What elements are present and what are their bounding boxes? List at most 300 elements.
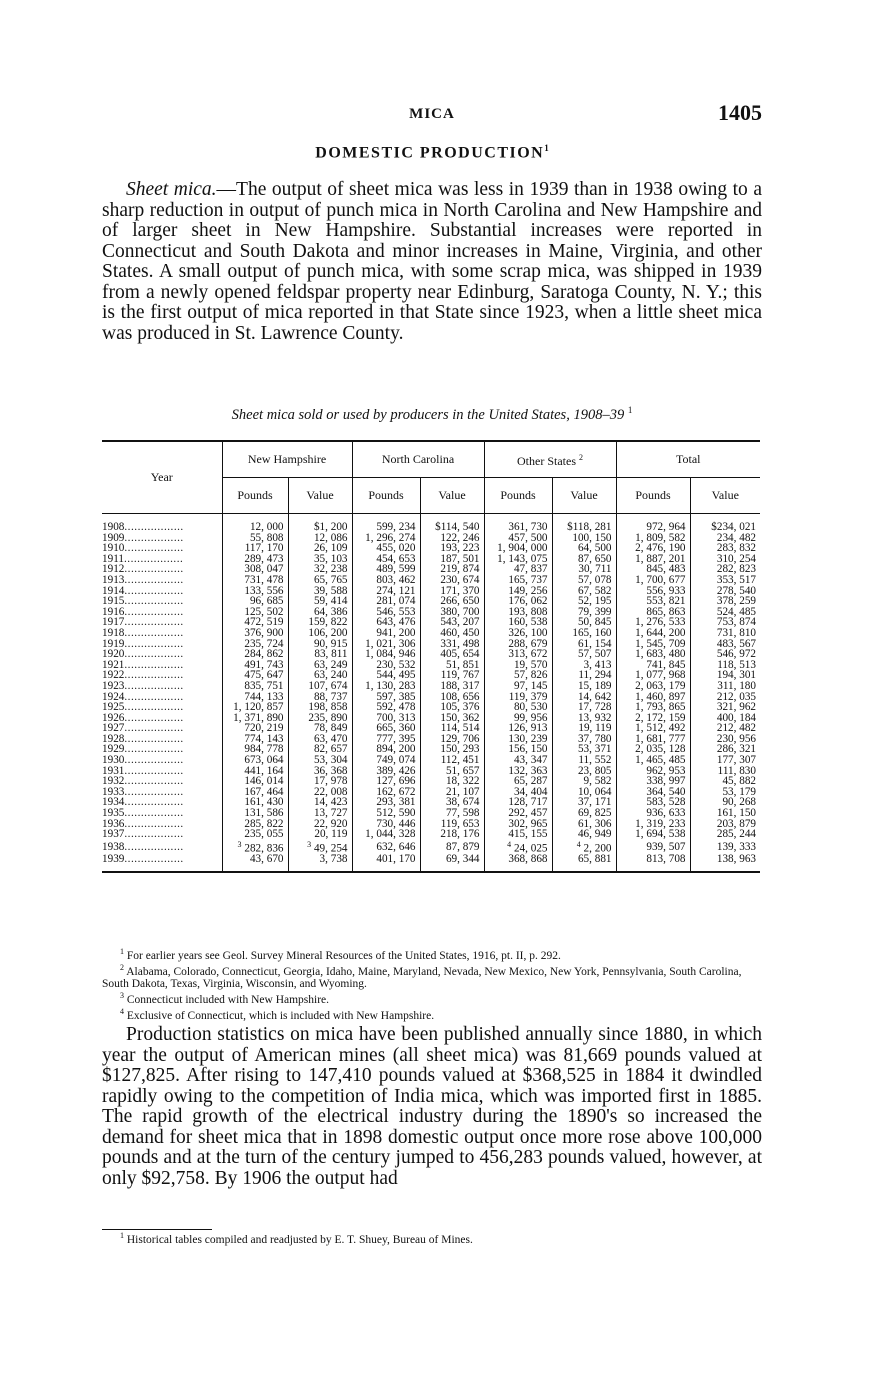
dot-leader: ..................: [124, 817, 184, 830]
cell-value: 117, 170: [244, 542, 284, 555]
cell-value: 65, 881: [577, 853, 612, 866]
cell-value: 105, 376: [440, 701, 480, 714]
cell-value: 293, 381: [376, 796, 416, 809]
data-cell: [552, 840, 616, 854]
year-label: 1923: [102, 679, 125, 692]
year-label: 1938: [102, 840, 125, 853]
cell-value: 592, 478: [376, 701, 416, 714]
cell-value: 2, 476, 190: [635, 542, 686, 555]
cell-value: 941, 200: [376, 626, 416, 639]
table-footnote: [102, 946, 762, 962]
cell-value: 96, 685: [249, 595, 284, 608]
cell-note-mark: 3: [307, 839, 312, 849]
dot-leader: ..................: [124, 754, 184, 767]
cell-value: 19, 570: [513, 658, 548, 671]
cell-value: 544, 495: [376, 669, 416, 682]
cell-value: 962, 953: [646, 764, 686, 777]
cell-value: 52, 195: [577, 595, 612, 608]
dot-leader: ..................: [124, 785, 184, 798]
cell-value: 61, 306: [577, 817, 612, 830]
cell-value: 632, 646: [376, 840, 416, 853]
cell-value: 512, 590: [376, 807, 416, 820]
dot-leader: ..................: [124, 584, 184, 597]
cell-value: 1, 683, 480: [635, 648, 686, 661]
cell-value: 80, 530: [513, 701, 548, 714]
cell-value: 114, 514: [440, 722, 480, 735]
cell-value: 51, 657: [445, 764, 480, 777]
cell-value: 235, 055: [244, 828, 284, 841]
cell-value: 1, 130, 283: [365, 679, 416, 692]
table-caption-text: Sheet mica sold or used by producers in the United States, 1908–39: [231, 406, 625, 423]
cell-value: 285, 244: [716, 828, 756, 841]
dot-leader: ..................: [124, 690, 184, 703]
cell-value: 753, 874: [716, 616, 756, 629]
cell-value: 13, 932: [577, 711, 612, 724]
cell-value: 700, 313: [376, 711, 416, 724]
cell-value: 69, 344: [445, 853, 480, 866]
cell-value: 230, 532: [376, 658, 416, 671]
cell-value: 15, 189: [577, 679, 612, 692]
cell-value: 188, 317: [440, 679, 480, 692]
year-label: 1911: [102, 552, 124, 565]
cell-value: 161, 150: [716, 807, 756, 820]
cell-value: 1, 460, 897: [635, 690, 686, 703]
cell-value: 87, 650: [577, 552, 612, 565]
year-label: 1916: [102, 605, 125, 618]
cell-value: 139, 333: [716, 840, 756, 853]
cell-value: 111, 830: [717, 764, 756, 777]
data-cell: [352, 829, 420, 840]
year-label: 1939: [102, 853, 125, 866]
cell-value: 65, 765: [313, 573, 348, 586]
footnote-text: Alabama, Colorado, Connecticut, Georgia, Idaho, Maine, Maryland, Nevada, New Mexico, New York, Pennsylvania, South Carolina, South Dakota, Texas, Virginia, Wisconsin, and Wyoming.: [102, 966, 742, 990]
dot-leader: ..................: [124, 531, 184, 544]
cell-value: 665, 360: [376, 722, 416, 735]
cell-note-mark: 4: [507, 839, 512, 849]
year-label: 1933: [102, 785, 125, 798]
cell-value: 88, 737: [313, 690, 348, 703]
cell-value: 274, 121: [376, 584, 416, 597]
cell-value: 69, 825: [577, 807, 612, 820]
cell-value: 11, 294: [578, 669, 612, 682]
cell-value: $1, 200: [313, 521, 348, 533]
cell-value: 1, 887, 201: [635, 552, 686, 565]
cell-value: 11, 552: [578, 754, 612, 767]
year-label: 1929: [102, 743, 125, 756]
cell-value: 156, 150: [508, 743, 548, 756]
cell-value: 936, 633: [646, 807, 686, 820]
cell-value: 32, 238: [313, 563, 348, 576]
dot-leader: ..................: [124, 669, 184, 682]
cell-value: 65, 287: [513, 775, 548, 788]
page-footnote-text: Historical tables compiled and readjusted by E. T. Shuey, Bureau of Mines.: [126, 1233, 473, 1246]
cell-value: 219, 874: [440, 563, 480, 576]
year-header: Year: [102, 441, 222, 514]
dot-leader: ..................: [124, 701, 184, 714]
cell-value: 30, 711: [578, 563, 612, 576]
cell-value: 57, 826: [513, 669, 548, 682]
dot-leader: ..................: [124, 807, 184, 820]
year-cell: [102, 514, 222, 533]
cell-value: 22, 008: [313, 785, 348, 798]
dot-leader: ..................: [124, 605, 184, 618]
cell-value: 302, 965: [508, 817, 548, 830]
cell-value: 378, 259: [716, 595, 756, 608]
data-cell: [690, 854, 760, 872]
subheader-value: Value: [690, 478, 760, 514]
cell-value: 64, 500: [577, 542, 612, 555]
cell-value: 46, 949: [577, 828, 612, 841]
cell-value: 489, 599: [376, 563, 416, 576]
cell-value: 415, 155: [508, 828, 548, 841]
footnote-mark: 4: [120, 1007, 124, 1017]
cell-value: 1, 545, 709: [635, 637, 686, 650]
year-label: 1928: [102, 732, 125, 745]
group-header-new-hampshire: New Hampshire: [222, 441, 352, 478]
data-cell: [288, 514, 352, 533]
dot-leader: ..................: [124, 658, 184, 671]
table-row: [102, 829, 760, 840]
year-label: 1914: [102, 584, 125, 597]
section-heading-note: 1: [544, 143, 549, 153]
cell-value: 361, 730: [508, 521, 548, 533]
data-cell: [352, 840, 420, 854]
data-cell: [352, 854, 420, 872]
table-footnote: [102, 1006, 762, 1022]
data-cell: [552, 514, 616, 533]
cell-value: 43, 670: [249, 853, 284, 866]
cell-value: 1, 021, 306: [365, 637, 416, 650]
sheet-mica-table: [102, 440, 760, 873]
cell-value: 455, 020: [376, 542, 416, 555]
data-cell: [552, 829, 616, 840]
cell-value: 1, 644, 200: [635, 626, 686, 639]
cell-value: 90, 915: [313, 637, 348, 650]
footnote-text: Connecticut included with New Hampshire.: [126, 993, 330, 1006]
year-label: 1935: [102, 807, 125, 820]
cell-value: 47, 837: [513, 563, 548, 576]
year-label: 1913: [102, 573, 125, 586]
year-label: 1912: [102, 563, 125, 576]
dot-leader: ..................: [124, 711, 184, 724]
cell-value: 401, 170: [376, 853, 416, 866]
cell-value: 2, 063, 179: [635, 679, 686, 692]
year-label: 1909: [102, 531, 125, 544]
cell-value: 284, 862: [244, 648, 284, 661]
cell-note-mark: 4: [576, 839, 581, 849]
cell-value: 308, 047: [244, 563, 284, 576]
cell-value: 129, 706: [440, 732, 480, 745]
cell-value: 150, 293: [440, 743, 480, 756]
cell-value: 583, 528: [646, 796, 686, 809]
cell-value: 20, 119: [314, 828, 348, 841]
data-cell: [616, 514, 690, 533]
cell-value: 1, 694, 538: [635, 828, 686, 841]
cell-value: 171, 370: [440, 584, 480, 597]
cell-value: 235, 890: [308, 711, 348, 724]
cell-value: 35, 103: [313, 552, 348, 565]
subheader-pounds: Pounds: [222, 478, 288, 514]
cell-value: 63, 240: [313, 669, 348, 682]
cell-value: 1, 700, 677: [635, 573, 686, 586]
cell-value: 2, 172, 159: [635, 711, 686, 724]
year-label: 1927: [102, 722, 125, 735]
cell-value: 720, 219: [244, 722, 284, 735]
running-head: [102, 100, 762, 130]
cell-value: 939, 507: [646, 840, 686, 853]
cell-value: 1, 296, 274: [365, 531, 416, 544]
cell-value: 1, 793, 865: [635, 701, 686, 714]
cell-value: 14, 642: [577, 690, 612, 703]
cell-value: 543, 207: [440, 616, 480, 629]
data-cell: [420, 829, 484, 840]
cell-value: 283, 832: [716, 542, 756, 555]
year-label: 1908: [102, 521, 125, 533]
cell-value: 14, 423: [313, 796, 348, 809]
data-cell: [288, 854, 352, 872]
cell-value: 177, 307: [716, 754, 756, 767]
section-heading: [102, 143, 762, 162]
cell-value: 212, 482: [716, 722, 756, 735]
cell-value: 61, 154: [577, 637, 612, 650]
cell-value: 288, 679: [508, 637, 548, 650]
group-header-north-carolina: North Carolina: [352, 441, 484, 478]
cell-value: 112, 451: [440, 754, 480, 767]
cell-value: 193, 808: [508, 605, 548, 618]
cell-value: 63, 470: [313, 732, 348, 745]
cell-value: 187, 501: [440, 552, 480, 565]
cell-value: 376, 900: [244, 626, 284, 639]
year-label: 1937: [102, 828, 125, 841]
cell-value: 282, 836: [244, 842, 284, 855]
cell-value: 78, 849: [313, 722, 348, 735]
cell-value: 18, 322: [445, 775, 480, 788]
cell-value: 353, 517: [716, 573, 756, 586]
data-cell: [484, 514, 552, 533]
cell-value: 122, 246: [440, 531, 480, 544]
cell-value: 835, 751: [244, 679, 284, 692]
cell-value: 1, 143, 075: [497, 552, 548, 565]
cell-value: 90, 268: [722, 796, 756, 809]
year-label: 1922: [102, 669, 125, 682]
footnote-mark: 2: [120, 963, 124, 973]
table-footnote: [102, 990, 762, 1006]
cell-value: 310, 254: [716, 552, 756, 565]
cell-value: 82, 657: [313, 743, 348, 756]
cell-value: 1, 319, 233: [635, 817, 686, 830]
table-body: [102, 514, 760, 872]
cell-value: 133, 556: [244, 584, 284, 597]
data-cell: [616, 854, 690, 872]
table-row: [102, 840, 760, 854]
cell-value: 160, 538: [508, 616, 548, 629]
subheader-pounds: Pounds: [616, 478, 690, 514]
other-states-note: 2: [579, 452, 583, 462]
cell-value: 1, 084, 946: [365, 648, 416, 661]
cell-value: 1, 809, 582: [635, 531, 686, 544]
cell-value: 13, 727: [313, 807, 348, 820]
cell-value: 813, 708: [646, 853, 686, 866]
cell-value: 331, 498: [440, 637, 480, 650]
dot-leader: ..................: [124, 775, 184, 788]
cell-value: 364, 540: [646, 785, 686, 798]
cell-value: 67, 582: [577, 584, 612, 597]
cell-value: 1, 681, 777: [635, 732, 686, 745]
cell-value: 149, 256: [508, 584, 548, 597]
cell-value: 194, 301: [716, 669, 756, 682]
cell-value: 278, 540: [716, 584, 756, 597]
cell-value: 99, 956: [513, 711, 548, 724]
year-cell: [102, 840, 222, 854]
cell-value: 643, 476: [376, 616, 416, 629]
dot-leader: ..................: [124, 828, 184, 841]
cell-value: 311, 180: [717, 679, 756, 692]
year-label: 1915: [102, 595, 125, 608]
dot-leader: ..................: [124, 679, 184, 692]
cell-value: 281, 074: [376, 595, 416, 608]
cell-value: 165, 737: [508, 573, 548, 586]
cell-value: 400, 184: [716, 711, 756, 724]
cell-value: 556, 933: [646, 584, 686, 597]
cell-value: 22, 920: [313, 817, 348, 830]
cell-value: 162, 672: [376, 785, 416, 798]
cell-value: 106, 200: [308, 626, 348, 639]
cell-value: 38, 674: [445, 796, 480, 809]
data-cell: [690, 840, 760, 854]
dot-leader: ..................: [124, 521, 184, 533]
cell-value: 131, 586: [244, 807, 284, 820]
cell-value: 405, 654: [440, 648, 480, 661]
cell-value: 731, 478: [244, 573, 284, 586]
cell-value: 37, 780: [577, 732, 612, 745]
cell-value: 24, 025: [513, 842, 548, 855]
dot-leader: ..................: [124, 542, 184, 555]
cell-value: 159, 822: [308, 616, 348, 629]
cell-value: 282, 823: [716, 563, 756, 576]
cell-value: 55, 808: [249, 531, 284, 544]
cell-value: 380, 700: [440, 605, 480, 618]
cell-value: 803, 462: [376, 573, 416, 586]
data-cell: [222, 829, 288, 840]
subheader-pounds: Pounds: [352, 478, 420, 514]
cell-value: 10, 064: [577, 785, 612, 798]
cell-value: 1, 120, 857: [233, 701, 284, 714]
cell-value: 599, 234: [376, 521, 416, 533]
section-heading-text: DOMESTIC PRODUCTION: [315, 144, 545, 162]
year-label: 1932: [102, 775, 125, 788]
cell-value: 218, 176: [440, 828, 480, 841]
cell-value: 198, 858: [308, 701, 348, 714]
data-cell: [288, 829, 352, 840]
cell-value: 673, 064: [244, 754, 284, 767]
cell-value: 230, 956: [716, 732, 756, 745]
subheader-value: Value: [552, 478, 616, 514]
cell-value: 39, 588: [313, 584, 348, 597]
data-cell: [690, 829, 760, 840]
cell-value: 165, 160: [572, 626, 612, 639]
year-label: 1918: [102, 626, 125, 639]
cell-value: 36, 368: [313, 764, 348, 777]
cell-value: 1, 904, 000: [497, 542, 548, 555]
cell-value: 119, 767: [440, 669, 480, 682]
table-footnotes: [102, 946, 762, 1023]
cell-value: 119, 379: [508, 690, 548, 703]
data-cell: [484, 840, 552, 854]
dot-leader: ..................: [124, 626, 184, 639]
cell-value: 3, 413: [583, 658, 612, 671]
cell-value: 457, 500: [508, 531, 548, 544]
cell-value: 368, 868: [508, 853, 548, 866]
cell-value: 454, 653: [376, 552, 416, 565]
cell-value: 730, 446: [376, 817, 416, 830]
cell-value: 63, 249: [313, 658, 348, 671]
cell-value: 167, 464: [244, 785, 284, 798]
cell-value: 9, 582: [583, 775, 612, 788]
table-caption: [102, 405, 762, 424]
dot-leader: ..................: [124, 563, 184, 576]
cell-value: 34, 404: [513, 785, 548, 798]
year-label: 1930: [102, 754, 125, 767]
cell-value: 235, 724: [244, 637, 284, 650]
cell-value: 50, 845: [577, 616, 612, 629]
subheader-value: Value: [288, 478, 352, 514]
cell-value: 286, 321: [716, 743, 756, 756]
cell-value: 285, 822: [244, 817, 284, 830]
footnote-rule: [102, 1229, 212, 1230]
cell-value: 43, 347: [513, 754, 548, 767]
cell-value: 138, 963: [716, 853, 756, 866]
cell-value: 53, 304: [313, 754, 348, 767]
dot-leader: ..................: [124, 840, 184, 853]
cell-value: 64, 386: [313, 605, 348, 618]
dot-leader: ..................: [124, 595, 184, 608]
cell-value: 119, 653: [440, 817, 480, 830]
cell-value: 126, 913: [508, 722, 548, 735]
cell-value: 146, 014: [244, 775, 284, 788]
year-label: 1917: [102, 616, 125, 629]
cell-value: 234, 482: [716, 531, 756, 544]
cell-value: 865, 863: [646, 605, 686, 618]
cell-value: 57, 078: [577, 573, 612, 586]
year-label: 1921: [102, 658, 125, 671]
data-cell: [222, 854, 288, 872]
cell-value: 777, 395: [376, 732, 416, 745]
cell-value: 475, 647: [244, 669, 284, 682]
table-caption-note: 1: [627, 405, 633, 415]
cell-value: 17, 978: [313, 775, 348, 788]
cell-value: 87, 879: [445, 840, 480, 853]
cell-value: 49, 254: [313, 842, 348, 855]
cell-value: 2, 035, 128: [635, 743, 686, 756]
cell-value: 176, 062: [508, 595, 548, 608]
cell-value: 597, 385: [376, 690, 416, 703]
cell-value: 161, 430: [244, 796, 284, 809]
cell-value: 77, 598: [445, 807, 480, 820]
cell-value: $118, 281: [567, 521, 612, 533]
data-cell: [420, 854, 484, 872]
cell-value: 230, 674: [440, 573, 480, 586]
dot-leader: ..................: [124, 648, 184, 661]
cell-note-mark: 3: [237, 839, 242, 849]
cell-value: 1, 276, 533: [635, 616, 686, 629]
cell-value: 731, 810: [716, 626, 756, 639]
dot-leader: ..................: [124, 616, 184, 629]
cell-value: 150, 362: [440, 711, 480, 724]
cell-value: 546, 553: [376, 605, 416, 618]
cell-value: 1, 371, 890: [233, 711, 284, 724]
year-cell: [102, 829, 222, 840]
cell-value: 338, 997: [646, 775, 686, 788]
